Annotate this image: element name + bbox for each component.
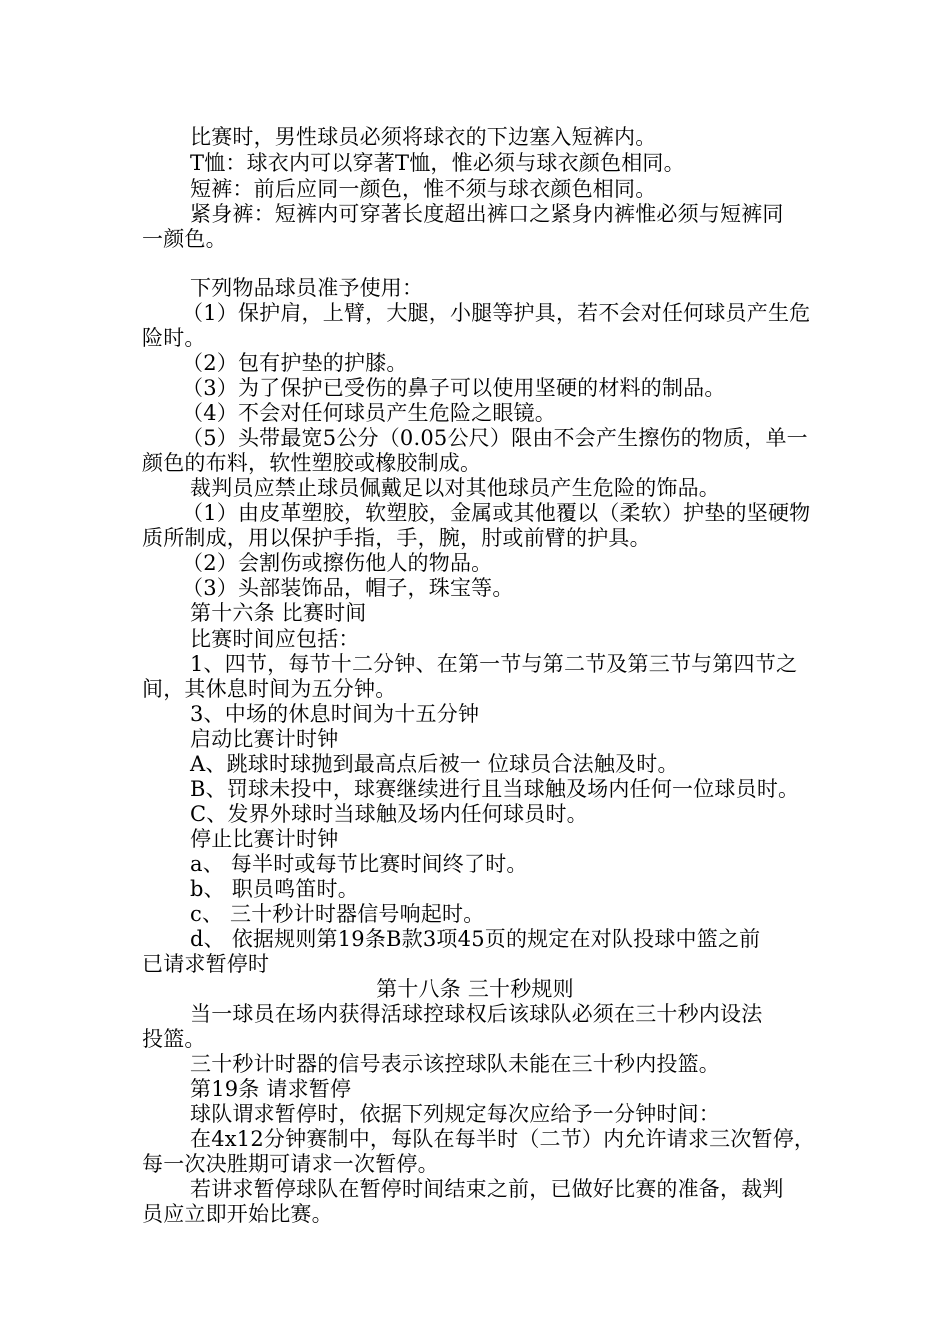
body-line: A、跳球时球抛到最高点后被一 位球员合法触及时。	[190, 752, 679, 776]
body-line: （2）包有护垫的护膝。	[182, 351, 408, 375]
body-line: 1、四节，每节十二分钟、在第一节与第二节及第三节与第四节之	[190, 652, 798, 676]
body-line: 已请求暂停时	[142, 952, 270, 976]
body-line: 险时。	[142, 326, 206, 350]
body-line: （5）头带最宽5公分（0.05公尺）限由不会产生擦伤的物质，单一	[182, 426, 808, 450]
body-line: 员应立即开始比赛。	[142, 1202, 333, 1226]
body-line: 当一球员在场内获得活球控球权后该球队必须在三十秒内设法	[190, 1002, 763, 1026]
body-line: 每一次决胜期可请求一次暂停。	[142, 1152, 439, 1176]
body-line: （1）由皮革塑胶，软塑胶，金属或其他覆以（柔软）护垫的坚硬物	[182, 501, 811, 525]
body-line: 一颜色。	[142, 227, 227, 251]
body-line: （3）头部装饰品，帽子，珠宝等。	[182, 576, 514, 600]
body-line: 球队谓求暂停时，依据下列规定每次应给予一分钟时间：	[190, 1102, 720, 1126]
body-line: 下列物品球员准予使用：	[190, 276, 424, 300]
body-line: c、 三十秒计时器信号响起时。	[190, 902, 485, 926]
section-heading: 第十六条 比赛时间	[190, 601, 367, 625]
body-line: 紧身裤：短裤内可穿著长度超出裤口之紧身内裤惟必须与短裤同	[190, 202, 784, 226]
body-line: 在4x12分钟赛制中，每队在每半时（二节）内允许请求三次暂停，	[190, 1127, 816, 1151]
body-line: 若讲求暂停球队在暂停时间结束之前，已做好比赛的准备，裁判	[190, 1177, 784, 1201]
body-line: （3）为了保护已受伤的鼻子可以使用坚硬的材料的制品。	[182, 376, 726, 400]
body-line: （2）会割伤或擦伤他人的物品。	[182, 551, 493, 575]
body-line: a、 每半时或每节比赛时间终了时。	[190, 852, 528, 876]
body-line: 裁判员应禁止球员佩戴足以对其他球员产生危险的饰品。	[190, 476, 720, 500]
body-line: 3、中场的休息时间为十五分钟	[190, 702, 480, 726]
body-line: 启动比赛计时钟	[190, 727, 339, 751]
body-line: 质所制成，用以保护手指，手，腕，肘或前臂的护具。	[142, 526, 651, 550]
body-line: 比赛时间应包括：	[190, 627, 360, 651]
body-line: 投篮。	[142, 1027, 206, 1051]
body-line: 颜色的布料，软性塑胶或橡胶制成。	[142, 451, 482, 475]
body-line: d、 依据规则第19条B款3项45页的规定在对队投球中篮之前	[190, 927, 761, 951]
section-heading: 第19条 请求暂停	[190, 1077, 352, 1101]
body-line: C、发界外球时当球触及场内任何球员时。	[190, 802, 588, 826]
body-line: 比赛时，男性球员必须将球衣的下边塞入短裤内。	[190, 125, 657, 149]
body-line: T恤：球衣内可以穿著T恤，惟必须与球衣颜色相同。	[190, 151, 685, 175]
body-line: 三十秒计时器的信号表示该控球队未能在三十秒内投篮。	[190, 1052, 720, 1076]
body-line: 短裤：前后应同一颜色，惟不须与球衣颜色相同。	[190, 177, 657, 201]
body-line: b、 职员鸣笛时。	[190, 877, 359, 901]
body-line: 停止比赛计时钟	[190, 827, 339, 851]
section-heading: 第十八条 三十秒规则	[376, 977, 574, 1001]
body-line: 间，其休息时间为五分钟。	[142, 677, 397, 701]
body-line: （4）不会对任何球员产生危险之眼镜。	[182, 401, 556, 425]
body-line: （1）保护肩，上臂，大腿，小腿等护具，若不会对任何球员产生危	[182, 301, 811, 325]
body-line: B、罚球未投中，球赛继续进行且当球触及场内任何一位球员时。	[190, 777, 800, 801]
